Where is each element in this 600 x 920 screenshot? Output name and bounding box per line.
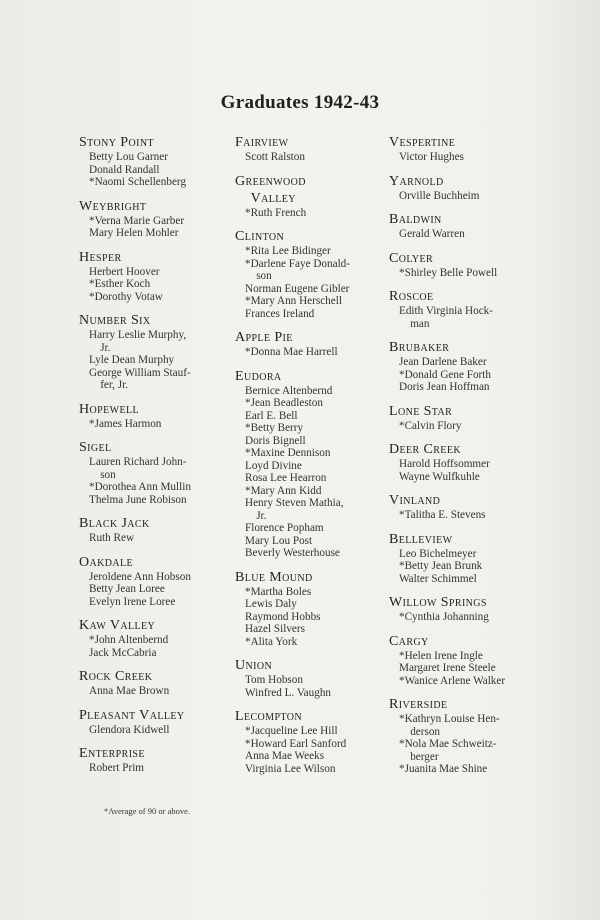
school-block [79, 439, 234, 506]
graduate-name: Mary Lou Post [245, 534, 313, 547]
graduate-name: Mary Helen Mohler [89, 227, 179, 239]
graduate-list [235, 385, 390, 560]
graduate-name: Loyd Divine [245, 459, 302, 472]
graduate-list [235, 346, 390, 359]
graduate-list [389, 548, 554, 586]
graduate-name: Jack McCabria [89, 646, 157, 659]
graduate-list [389, 190, 554, 203]
graduate-name: Margaret Irene Steele [399, 662, 496, 674]
school-block [389, 288, 554, 330]
graduate-name: *Mary Ann Herschell [245, 295, 342, 307]
school-name: Willow Springs [389, 595, 487, 610]
graduate-name: *Kathryn Louise Hen- derson [399, 713, 500, 738]
graduate-list [389, 713, 554, 776]
school-block [79, 198, 234, 240]
school-name: Stony Point [79, 135, 154, 150]
graduate-list [235, 151, 390, 164]
school-block [235, 368, 390, 560]
graduate-name: Betty Jean Loree [89, 583, 165, 595]
graduate-name: *Cynthia Johanning [399, 611, 489, 623]
school-block [79, 249, 234, 304]
graduate-list [79, 329, 234, 392]
school-name: Baldwin [389, 212, 442, 227]
graduate-name: *Helen Irene Ingle [399, 649, 483, 662]
school-name: Number Six [79, 313, 151, 328]
graduate-name: *Jacqueline Lee Hill [245, 725, 338, 737]
graduate-name: Norman Eugene Gibler [245, 282, 350, 295]
graduate-name: *James Harmon [89, 417, 162, 430]
graduate-name: Leo Bichelmeyer [399, 547, 477, 560]
graduate-list [389, 611, 554, 624]
graduate-name: Wayne Wulfkuhle [399, 470, 480, 483]
graduate-name: Rosa Lee Hearron [245, 472, 327, 484]
school-name: Roscoe [389, 289, 434, 304]
graduate-name: *Verna Marie Garber [89, 214, 185, 227]
school-block [389, 531, 554, 586]
graduate-list [235, 586, 390, 649]
graduate-name: *Wanice Arlene Walker [399, 674, 506, 687]
graduate-name: Gerald Warren [399, 228, 465, 240]
school-name: Riverside [389, 697, 448, 712]
graduate-name: Beverly Westerhouse [245, 547, 340, 559]
school-block [235, 173, 390, 220]
school-name: Sigel [79, 440, 112, 455]
school-block [389, 594, 554, 624]
school-block [389, 441, 554, 483]
graduate-name: George William Stauf- fer, Jr. [89, 366, 191, 391]
graduate-name: Winfred L. Vaughn [245, 686, 332, 699]
graduate-name: Earl E. Bell [245, 409, 298, 422]
school-block [389, 403, 554, 433]
graduate-name: Herbert Hoover [89, 265, 160, 278]
school-name: Colyer [389, 250, 434, 266]
school-name: Yarnold [389, 173, 444, 189]
school-block [389, 633, 554, 688]
school-name: Pleasant Valley [79, 707, 185, 723]
school-name: Union [235, 658, 273, 673]
school-block [389, 134, 554, 164]
graduate-name: *Mary Ann Kidd [245, 484, 322, 497]
school-block [235, 329, 390, 359]
column-2 [235, 134, 390, 784]
graduate-name: Lyle Dean Murphy [89, 354, 175, 366]
graduate-name: Anna Mae Weeks [245, 750, 325, 762]
school-name: Hesper [79, 249, 122, 265]
graduate-name: Harry Leslie Murphy, Jr. [89, 329, 187, 354]
school-block [79, 134, 234, 189]
school-block [79, 745, 234, 775]
graduate-name: Jean Darlene Baker [399, 356, 487, 368]
graduate-name: Donald Randall [89, 163, 160, 176]
school-block [79, 312, 234, 392]
graduate-list [389, 650, 554, 688]
school-block [79, 515, 234, 545]
graduate-name: Anna Mae Brown [89, 685, 170, 697]
graduate-name: Edith Virginia Hock- man [399, 305, 493, 330]
graduate-name: Virginia Lee Wilson [245, 762, 336, 775]
school-name: Clinton [235, 229, 285, 244]
graduate-name: Scott Ralston [245, 151, 305, 163]
graduate-name: *Esther Koch [89, 278, 151, 290]
graduate-name: Raymond Hobbs [245, 610, 321, 623]
graduate-name: *Naomi Schellenberg [89, 176, 187, 188]
graduate-name: Doris Bignell [245, 434, 306, 447]
graduate-list [389, 509, 554, 522]
graduate-name: Doris Jean Hoffman [399, 381, 490, 393]
school-block [79, 668, 234, 698]
school-block [389, 696, 554, 776]
graduate-name: Walter Schimmel [399, 572, 477, 585]
school-name: Blue Mound [235, 569, 313, 585]
graduate-list [79, 151, 234, 189]
graduate-list [79, 571, 234, 609]
school-name: Rock Creek [79, 669, 153, 684]
school-block [389, 211, 554, 241]
graduate-name: *Darlene Faye Donald- son [245, 257, 350, 282]
graduate-list [79, 685, 234, 698]
graduate-name: *Dorothy Votaw [89, 290, 163, 303]
graduate-name: *Betty Berry [245, 422, 304, 434]
graduate-name: Florence Popham [245, 522, 324, 534]
graduate-name: *Jean Beadleston [245, 397, 323, 409]
school-block [235, 228, 390, 320]
graduate-name: *Donna Mae Harrell [245, 346, 338, 358]
page-title: Graduates 1942-43 [220, 92, 380, 113]
graduate-name: *Ruth French [245, 206, 307, 219]
graduate-list [389, 458, 554, 483]
graduate-name: Thelma June Robison [89, 493, 187, 506]
graduate-name: Betty Lou Garner [89, 151, 168, 163]
school-block [79, 554, 234, 609]
graduate-name: Lewis Daly [245, 598, 297, 610]
graduate-name: *Martha Boles [245, 585, 312, 598]
school-name: Kaw Valley [79, 618, 156, 633]
graduate-name: *John Altenbernd [89, 634, 169, 646]
graduate-name: *Alita York [245, 635, 298, 648]
graduate-list [79, 724, 234, 737]
graduate-list [389, 228, 554, 241]
graduate-name: Orville Buchheim [399, 189, 480, 202]
school-name: Brubaker [389, 340, 450, 355]
footnote: *Average of 90 or above. [104, 806, 190, 816]
school-block [389, 339, 554, 394]
graduate-list [389, 356, 554, 394]
graduate-name: Robert Prim [89, 762, 145, 774]
graduate-name: *Juanita Mae Shine [399, 763, 488, 775]
graduate-name: Tom Hobson [245, 674, 303, 686]
graduate-list [79, 266, 234, 304]
graduate-list [389, 151, 554, 164]
school-name: Black Jack [79, 516, 150, 531]
graduate-name: Harold Hoffsommer [399, 458, 490, 470]
graduate-name: *Howard Earl Sanford [245, 737, 347, 750]
school-name: Vespertine [389, 135, 456, 150]
school-name: Lone Star [389, 403, 453, 419]
graduate-name: *Maxine Dennison [245, 447, 331, 459]
school-name: Cargy [389, 633, 429, 649]
graduate-name: *Nola Mae Schweitz- berger [399, 738, 497, 763]
school-block [79, 617, 234, 659]
school-name: Greenwood Valley [235, 173, 306, 206]
school-name: Eudora [235, 368, 282, 384]
school-name: Fairview [235, 135, 289, 150]
graduate-list [235, 674, 390, 699]
school-block [235, 657, 390, 699]
graduate-name: Evelyn Irene Loree [89, 595, 176, 608]
graduate-name: Hazel Silvers [245, 623, 305, 635]
school-name: Deer Creek [389, 442, 461, 457]
graduate-list [79, 215, 234, 240]
graduate-name: Glendora Kidwell [89, 723, 170, 736]
graduate-list [389, 420, 554, 433]
graduate-name: Henry Steven Mathia, Jr. [245, 497, 344, 522]
school-name: Hopewell [79, 401, 139, 417]
school-block [389, 173, 554, 203]
graduate-name: Frances Ireland [245, 307, 315, 320]
school-name: Enterprise [79, 746, 145, 761]
graduate-list [235, 725, 390, 775]
school-name: Vinland [389, 493, 441, 508]
graduate-name: Victor Hughes [399, 151, 464, 163]
school-block [79, 707, 234, 737]
graduate-list [235, 245, 390, 320]
graduate-list [235, 207, 390, 220]
graduate-list [79, 634, 234, 659]
school-name: Apple Pie [235, 330, 293, 345]
graduate-name: *Rita Lee Bidinger [245, 245, 331, 257]
school-block [79, 401, 234, 431]
column-1 [79, 134, 234, 784]
column-3 [389, 134, 554, 785]
graduate-name: *Shirley Belle Powell [399, 266, 498, 279]
school-name: Belleview [389, 531, 453, 547]
school-name: Lecompton [235, 709, 302, 724]
graduate-name: Ruth Rew [89, 532, 135, 544]
graduate-list [79, 762, 234, 775]
graduate-name: Bernice Altenbernd [245, 384, 333, 397]
graduate-name: *Calvin Flory [399, 419, 462, 432]
school-block [389, 492, 554, 522]
school-block [235, 569, 390, 649]
graduate-name: Lauren Richard John- son [89, 456, 187, 481]
school-block [235, 708, 390, 775]
graduate-list [389, 267, 554, 280]
school-name: Weybright [79, 198, 147, 214]
graduate-name: *Talitha E. Stevens [399, 509, 486, 521]
graduate-list [79, 456, 234, 506]
school-block [235, 134, 390, 164]
graduate-name: Jeroldene Ann Hobson [89, 570, 191, 583]
graduate-name: *Betty Jean Brunk [399, 560, 483, 572]
graduate-list [79, 532, 234, 545]
school-block [389, 250, 554, 280]
school-name: Oakdale [79, 554, 134, 570]
graduate-name: *Donald Gene Forth [399, 368, 491, 381]
graduate-name: *Dorothea Ann Mullin [89, 481, 191, 493]
graduate-list [79, 418, 234, 431]
graduate-list [389, 305, 554, 330]
